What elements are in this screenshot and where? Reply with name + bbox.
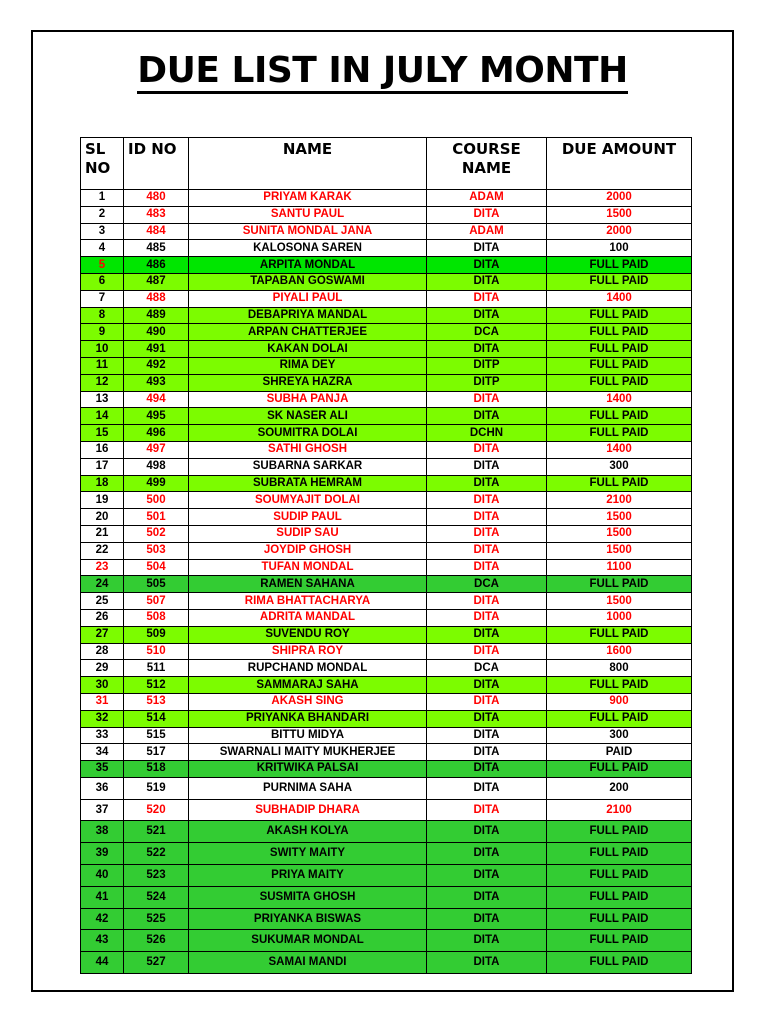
cell-name: PRIYANKA BISWAS	[189, 908, 427, 930]
cell-course-name: DITA	[427, 492, 547, 509]
cell-due-amount: FULL PAID	[547, 374, 692, 391]
table-row	[81, 727, 692, 744]
table-row	[81, 240, 692, 257]
cell-id-no: 505	[124, 576, 189, 593]
cell-sl-no: 33	[81, 727, 124, 744]
cell-name: PIYALI PAUL	[189, 290, 427, 307]
cell-id-no: 514	[124, 710, 189, 727]
table-row	[81, 693, 692, 710]
cell-due-amount: FULL PAID	[547, 626, 692, 643]
cell-sl-no: 43	[81, 930, 124, 952]
cell-course-name: DITA	[427, 525, 547, 542]
cell-due-amount: FULL PAID	[547, 886, 692, 908]
table-row	[81, 559, 692, 576]
cell-due-amount: 1500	[547, 525, 692, 542]
cell-due-amount: 100	[547, 240, 692, 257]
cell-course-name: DITP	[427, 374, 547, 391]
cell-due-amount: 300	[547, 458, 692, 475]
cell-course-name: ADAM	[427, 190, 547, 207]
table-row	[81, 777, 692, 799]
table-row	[81, 930, 692, 952]
table-row	[81, 908, 692, 930]
cell-id-no: 492	[124, 357, 189, 374]
cell-id-no: 497	[124, 441, 189, 458]
cell-due-amount: FULL PAID	[547, 475, 692, 492]
cell-id-no: 517	[124, 744, 189, 761]
cell-name: TUFAN MONDAL	[189, 559, 427, 576]
cell-name: PRIYAM KARAK	[189, 190, 427, 207]
cell-sl-no: 8	[81, 307, 124, 324]
cell-due-amount: FULL PAID	[547, 273, 692, 290]
cell-course-name: DCA	[427, 576, 547, 593]
cell-course-name: DITA	[427, 408, 547, 425]
cell-course-name: DITA	[427, 273, 547, 290]
table-row	[81, 425, 692, 442]
cell-name: BITTU MIDYA	[189, 727, 427, 744]
cell-sl-no: 39	[81, 843, 124, 865]
cell-sl-no: 16	[81, 441, 124, 458]
cell-id-no: 513	[124, 693, 189, 710]
cell-name: KALOSONA SAREN	[189, 240, 427, 257]
cell-name: DEBAPRIYA MANDAL	[189, 307, 427, 324]
cell-due-amount: FULL PAID	[547, 357, 692, 374]
cell-sl-no: 9	[81, 324, 124, 341]
cell-sl-no: 1	[81, 190, 124, 207]
cell-due-amount: 1600	[547, 643, 692, 660]
cell-name: SAMMARAJ SAHA	[189, 677, 427, 694]
cell-id-no: 483	[124, 206, 189, 223]
page-title	[33, 50, 732, 94]
cell-name: SHREYA HAZRA	[189, 374, 427, 391]
cell-sl-no: 31	[81, 693, 124, 710]
cell-course-name: DITA	[427, 777, 547, 799]
cell-id-no: 524	[124, 886, 189, 908]
cell-sl-no: 25	[81, 593, 124, 610]
cell-due-amount: 900	[547, 693, 692, 710]
cell-sl-no: 32	[81, 710, 124, 727]
cell-name: TAPABAN GOSWAMI	[189, 273, 427, 290]
cell-course-name: DITA	[427, 865, 547, 887]
table-row	[81, 799, 692, 821]
cell-name: AKASH SING	[189, 693, 427, 710]
cell-id-no: 490	[124, 324, 189, 341]
cell-sl-no: 6	[81, 273, 124, 290]
cell-course-name: DITA	[427, 290, 547, 307]
table-row	[81, 391, 692, 408]
cell-sl-no: 12	[81, 374, 124, 391]
table-row	[81, 374, 692, 391]
cell-id-no: 503	[124, 542, 189, 559]
cell-id-no: 495	[124, 408, 189, 425]
cell-due-amount: PAID	[547, 744, 692, 761]
cell-due-amount: FULL PAID	[547, 307, 692, 324]
cell-course-name: DITA	[427, 821, 547, 843]
cell-due-amount: FULL PAID	[547, 821, 692, 843]
cell-id-no: 525	[124, 908, 189, 930]
cell-due-amount: 2100	[547, 799, 692, 821]
cell-due-amount: 1500	[547, 542, 692, 559]
table-row	[81, 542, 692, 559]
cell-course-name: DITA	[427, 843, 547, 865]
cell-course-name: DITA	[427, 710, 547, 727]
cell-name: SHIPRA ROY	[189, 643, 427, 660]
cell-due-amount: 1100	[547, 559, 692, 576]
cell-id-no: 489	[124, 307, 189, 324]
cell-name: ADRITA MANDAL	[189, 609, 427, 626]
cell-id-no: 502	[124, 525, 189, 542]
header-due-amount: DUE AMOUNT	[547, 138, 692, 190]
cell-course-name: DITA	[427, 307, 547, 324]
cell-due-amount: 300	[547, 727, 692, 744]
cell-id-no: 508	[124, 609, 189, 626]
cell-sl-no: 5	[81, 257, 124, 274]
page-title-text: DUE LIST IN JULY MONTH	[137, 51, 627, 94]
table-row	[81, 660, 692, 677]
cell-course-name: DITP	[427, 357, 547, 374]
cell-sl-no: 13	[81, 391, 124, 408]
cell-name: SUBARNA SARKAR	[189, 458, 427, 475]
cell-id-no: 519	[124, 777, 189, 799]
cell-due-amount: FULL PAID	[547, 710, 692, 727]
cell-due-amount: FULL PAID	[547, 324, 692, 341]
header-sl-no	[81, 138, 124, 190]
cell-id-no: 499	[124, 475, 189, 492]
table-row	[81, 190, 692, 207]
cell-name: SUSMITA GHOSH	[189, 886, 427, 908]
cell-name: JOYDIP GHOSH	[189, 542, 427, 559]
cell-id-no: 523	[124, 865, 189, 887]
cell-sl-no: 10	[81, 341, 124, 358]
cell-sl-no: 14	[81, 408, 124, 425]
cell-due-amount: FULL PAID	[547, 425, 692, 442]
cell-name: RIMA DEY	[189, 357, 427, 374]
header-course-line1: COURSE	[452, 140, 521, 158]
cell-name: KAKAN DOLAI	[189, 341, 427, 358]
cell-name: SUBHA PANJA	[189, 391, 427, 408]
cell-sl-no: 19	[81, 492, 124, 509]
cell-due-amount: FULL PAID	[547, 952, 692, 974]
cell-id-no: 500	[124, 492, 189, 509]
table-row	[81, 408, 692, 425]
cell-due-amount: FULL PAID	[547, 408, 692, 425]
cell-id-no: 511	[124, 660, 189, 677]
table-row	[81, 576, 692, 593]
table-row	[81, 865, 692, 887]
cell-course-name: DITA	[427, 475, 547, 492]
cell-id-no: 484	[124, 223, 189, 240]
table-row	[81, 273, 692, 290]
cell-name: SATHI GHOSH	[189, 441, 427, 458]
cell-due-amount: FULL PAID	[547, 677, 692, 694]
cell-name: RIMA BHATTACHARYA	[189, 593, 427, 610]
table-row	[81, 710, 692, 727]
cell-sl-no: 22	[81, 542, 124, 559]
cell-due-amount: 1400	[547, 391, 692, 408]
cell-id-no: 509	[124, 626, 189, 643]
table-row	[81, 257, 692, 274]
cell-sl-no: 29	[81, 660, 124, 677]
cell-id-no: 520	[124, 799, 189, 821]
cell-course-name: DITA	[427, 609, 547, 626]
cell-course-name: DITA	[427, 509, 547, 526]
cell-course-name: DITA	[427, 643, 547, 660]
cell-id-no: 512	[124, 677, 189, 694]
cell-due-amount: 1400	[547, 290, 692, 307]
cell-name: SUDIP SAU	[189, 525, 427, 542]
cell-sl-no: 26	[81, 609, 124, 626]
header-course-line2: NAME	[461, 159, 512, 177]
cell-course-name: DCHN	[427, 425, 547, 442]
cell-course-name: DITA	[427, 441, 547, 458]
cell-id-no: 486	[124, 257, 189, 274]
cell-name: SUNITA MONDAL JANA	[189, 223, 427, 240]
cell-course-name: DITA	[427, 761, 547, 778]
cell-name: PRIYA MAITY	[189, 865, 427, 887]
cell-id-no: 527	[124, 952, 189, 974]
cell-name: ARPITA MONDAL	[189, 257, 427, 274]
cell-course-name: ADAM	[427, 223, 547, 240]
cell-name: SOUMITRA DOLAI	[189, 425, 427, 442]
cell-sl-no: 36	[81, 777, 124, 799]
cell-name: SANTU PAUL	[189, 206, 427, 223]
cell-name: AKASH KOLYA	[189, 821, 427, 843]
due-list-table	[80, 137, 692, 974]
cell-id-no: 504	[124, 559, 189, 576]
cell-course-name: DITA	[427, 799, 547, 821]
cell-sl-no: 4	[81, 240, 124, 257]
cell-sl-no: 18	[81, 475, 124, 492]
cell-sl-no: 11	[81, 357, 124, 374]
cell-sl-no: 42	[81, 908, 124, 930]
cell-due-amount: 1500	[547, 206, 692, 223]
cell-due-amount: 1500	[547, 509, 692, 526]
cell-course-name: DITA	[427, 240, 547, 257]
cell-due-amount: 200	[547, 777, 692, 799]
cell-course-name: DITA	[427, 206, 547, 223]
table-row	[81, 609, 692, 626]
cell-id-no: 487	[124, 273, 189, 290]
table-row	[81, 307, 692, 324]
cell-name: SUBHADIP DHARA	[189, 799, 427, 821]
cell-due-amount: FULL PAID	[547, 576, 692, 593]
cell-course-name: DITA	[427, 458, 547, 475]
cell-sl-no: 35	[81, 761, 124, 778]
cell-due-amount: FULL PAID	[547, 341, 692, 358]
cell-due-amount: 800	[547, 660, 692, 677]
table-row	[81, 761, 692, 778]
cell-course-name: DITA	[427, 391, 547, 408]
table-row	[81, 626, 692, 643]
cell-id-no: 485	[124, 240, 189, 257]
cell-due-amount: FULL PAID	[547, 930, 692, 952]
table-row	[81, 357, 692, 374]
cell-sl-no: 41	[81, 886, 124, 908]
cell-due-amount: FULL PAID	[547, 843, 692, 865]
cell-name: SAMAI MANDI	[189, 952, 427, 974]
cell-name: PRIYANKA BHANDARI	[189, 710, 427, 727]
table-row	[81, 341, 692, 358]
cell-name: SUBRATA HEMRAM	[189, 475, 427, 492]
cell-due-amount: FULL PAID	[547, 908, 692, 930]
cell-due-amount: FULL PAID	[547, 761, 692, 778]
table-row	[81, 593, 692, 610]
table-row	[81, 886, 692, 908]
cell-sl-no: 40	[81, 865, 124, 887]
cell-course-name: DCA	[427, 660, 547, 677]
table-header-row	[81, 138, 692, 190]
cell-sl-no: 21	[81, 525, 124, 542]
cell-name: ARPAN CHATTERJEE	[189, 324, 427, 341]
table-row	[81, 290, 692, 307]
cell-sl-no: 7	[81, 290, 124, 307]
cell-id-no: 510	[124, 643, 189, 660]
cell-id-no: 491	[124, 341, 189, 358]
cell-course-name: DITA	[427, 677, 547, 694]
cell-sl-no: 2	[81, 206, 124, 223]
cell-id-no: 480	[124, 190, 189, 207]
cell-id-no: 507	[124, 593, 189, 610]
cell-course-name: DITA	[427, 930, 547, 952]
cell-course-name: DITA	[427, 727, 547, 744]
cell-id-no: 518	[124, 761, 189, 778]
table-row	[81, 509, 692, 526]
header-name: NAME	[189, 138, 427, 190]
table-row	[81, 821, 692, 843]
cell-name: SUDIP PAUL	[189, 509, 427, 526]
table-row	[81, 492, 692, 509]
cell-id-no: 526	[124, 930, 189, 952]
cell-sl-no: 38	[81, 821, 124, 843]
cell-name: RUPCHAND MONDAL	[189, 660, 427, 677]
cell-id-no: 493	[124, 374, 189, 391]
table-row	[81, 952, 692, 974]
cell-course-name: DITA	[427, 626, 547, 643]
cell-name: SUKUMAR MONDAL	[189, 930, 427, 952]
cell-id-no: 515	[124, 727, 189, 744]
cell-id-no: 522	[124, 843, 189, 865]
cell-id-no: 501	[124, 509, 189, 526]
cell-due-amount: 2000	[547, 190, 692, 207]
document-frame	[31, 30, 734, 992]
cell-course-name: DITA	[427, 744, 547, 761]
cell-name: SUVENDU ROY	[189, 626, 427, 643]
cell-due-amount: FULL PAID	[547, 865, 692, 887]
cell-course-name: DITA	[427, 593, 547, 610]
table-row	[81, 458, 692, 475]
cell-course-name: DITA	[427, 341, 547, 358]
table-row	[81, 525, 692, 542]
cell-course-name: DITA	[427, 693, 547, 710]
cell-name: SOUMYAJIT DOLAI	[189, 492, 427, 509]
table-row	[81, 223, 692, 240]
cell-sl-no: 20	[81, 509, 124, 526]
cell-sl-no: 17	[81, 458, 124, 475]
cell-due-amount: FULL PAID	[547, 257, 692, 274]
cell-course-name: DCA	[427, 324, 547, 341]
cell-course-name: DITA	[427, 952, 547, 974]
cell-sl-no: 24	[81, 576, 124, 593]
cell-course-name: DITA	[427, 542, 547, 559]
cell-course-name: DITA	[427, 908, 547, 930]
table-row	[81, 206, 692, 223]
table-row	[81, 843, 692, 865]
cell-sl-no: 34	[81, 744, 124, 761]
cell-name: PURNIMA SAHA	[189, 777, 427, 799]
header-sl-line2: NO	[85, 159, 111, 177]
table-row	[81, 475, 692, 492]
cell-due-amount: 1500	[547, 593, 692, 610]
table-row	[81, 441, 692, 458]
cell-due-amount: 2000	[547, 223, 692, 240]
cell-id-no: 521	[124, 821, 189, 843]
table-row	[81, 643, 692, 660]
cell-id-no: 498	[124, 458, 189, 475]
cell-name: SK NASER ALI	[189, 408, 427, 425]
cell-sl-no: 3	[81, 223, 124, 240]
cell-id-no: 496	[124, 425, 189, 442]
cell-sl-no: 23	[81, 559, 124, 576]
header-sl-line1: SL	[85, 140, 106, 158]
cell-id-no: 494	[124, 391, 189, 408]
cell-name: SWITY MAITY	[189, 843, 427, 865]
cell-due-amount: 1000	[547, 609, 692, 626]
cell-sl-no: 27	[81, 626, 124, 643]
cell-name: RAMEN SAHANA	[189, 576, 427, 593]
cell-sl-no: 37	[81, 799, 124, 821]
cell-sl-no: 30	[81, 677, 124, 694]
cell-sl-no: 15	[81, 425, 124, 442]
cell-due-amount: 2100	[547, 492, 692, 509]
cell-due-amount: 1400	[547, 441, 692, 458]
table-row	[81, 324, 692, 341]
cell-course-name: DITA	[427, 886, 547, 908]
table-row	[81, 677, 692, 694]
table-row	[81, 744, 692, 761]
cell-name: KRITWIKA PALSAI	[189, 761, 427, 778]
cell-sl-no: 28	[81, 643, 124, 660]
cell-sl-no: 44	[81, 952, 124, 974]
cell-course-name: DITA	[427, 257, 547, 274]
header-course-name	[427, 138, 547, 190]
cell-name: SWARNALI MAITY MUKHERJEE	[189, 744, 427, 761]
header-id-no: ID NO	[124, 138, 189, 190]
cell-id-no: 488	[124, 290, 189, 307]
cell-course-name: DITA	[427, 559, 547, 576]
